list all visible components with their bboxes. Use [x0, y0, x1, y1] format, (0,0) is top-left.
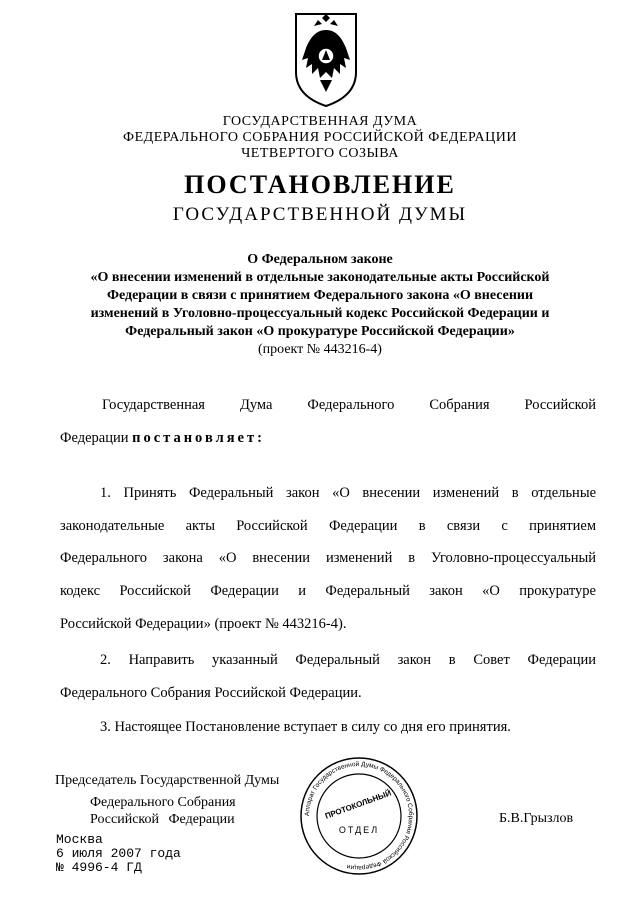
stamp-ring-text: Аппарат Государственной Думы Федерального Собрания Российской Федерации: [303, 760, 415, 872]
about-line: Федеральный закон «О прокуратуре Российской Федерации»: [125, 324, 515, 339]
item2-line: Федерального Собрания Российской Федерации.: [60, 685, 362, 701]
signatory-name: Б.В.Грызлов: [499, 811, 574, 826]
item1-line: Российской Федерации» (проект № 443216-4).: [60, 616, 347, 632]
preamble-word: Российской: [524, 397, 596, 413]
signature-federation: Российской Федерации: [90, 812, 235, 827]
item1-line: кодекс Российской Федерации и Федеральный закон «О прокуратуре: [60, 583, 596, 599]
about-line: О Федеральном законе: [247, 252, 393, 267]
header-assembly: ФЕДЕРАЛЬНОГО СОБРАНИЯ РОССИЙСКОЙ ФЕДЕРАЦИИ: [123, 130, 517, 145]
coat-of-arms-emblem: [292, 8, 360, 108]
about-line: изменений в Уголовно-процессуальный кодекс Российской Федерации и: [90, 306, 550, 321]
signature-title: Председатель Государственной Думы: [55, 773, 280, 788]
preamble-word: Собрания: [429, 397, 490, 413]
header-duma: ГОСУДАРСТВЕННАЯ ДУМА: [222, 114, 418, 129]
round-stamp: [298, 755, 420, 877]
preamble-resolves: постановляет:: [132, 430, 265, 446]
item3-line: 3. Настоящее Постановление вступает в силу со дня его принятия.: [100, 719, 511, 735]
footer-number: № 4996-4 ГД: [56, 860, 142, 875]
about-line: Федерации в связи с принятием Федерального закона «О внесении: [106, 288, 534, 303]
preamble-word: Государственная: [102, 397, 205, 413]
preamble-word: Дума: [239, 397, 273, 413]
preamble-federation: Федерации: [60, 430, 129, 446]
about-line: «О внесении изменений в отдельные законодательные акты Российской: [90, 270, 550, 285]
about-block: [50, 251, 590, 359]
preamble-word: Федерального: [307, 397, 395, 413]
document-title: ПОСТАНОВЛЕНИЕ: [184, 170, 456, 199]
about-project-number: (проект № 443216-4): [258, 342, 382, 357]
item1-line: законодательные акты Российской Федерации в связи с принятием: [60, 518, 596, 534]
item1-line: Федерального закона «О внесении изменений в Уголовно-процессуальный: [60, 550, 596, 566]
footer-city: Москва: [56, 832, 103, 847]
stamp-dept: ПРОТОКОЛЬНЫЙ: [323, 788, 393, 821]
item2-line: 2. Направить указанный Федеральный закон в Совет Федерации: [100, 652, 596, 668]
preamble-line-2: [60, 430, 265, 447]
header-convocation: ЧЕТВЕРТОГО СОЗЫВА: [241, 146, 399, 161]
footer-date: 6 июля 2007 года: [56, 846, 181, 861]
stamp-center: ОТДЕЛ: [338, 825, 380, 835]
document-subtitle: ГОСУДАРСТВЕННОЙ ДУМЫ: [172, 204, 468, 225]
signature-assembly: Федерального Собрания: [90, 795, 236, 810]
preamble-line-1: [102, 397, 596, 414]
item1-line: 1. Принять Федеральный закон «О внесении изменений в отдельные: [100, 485, 596, 501]
